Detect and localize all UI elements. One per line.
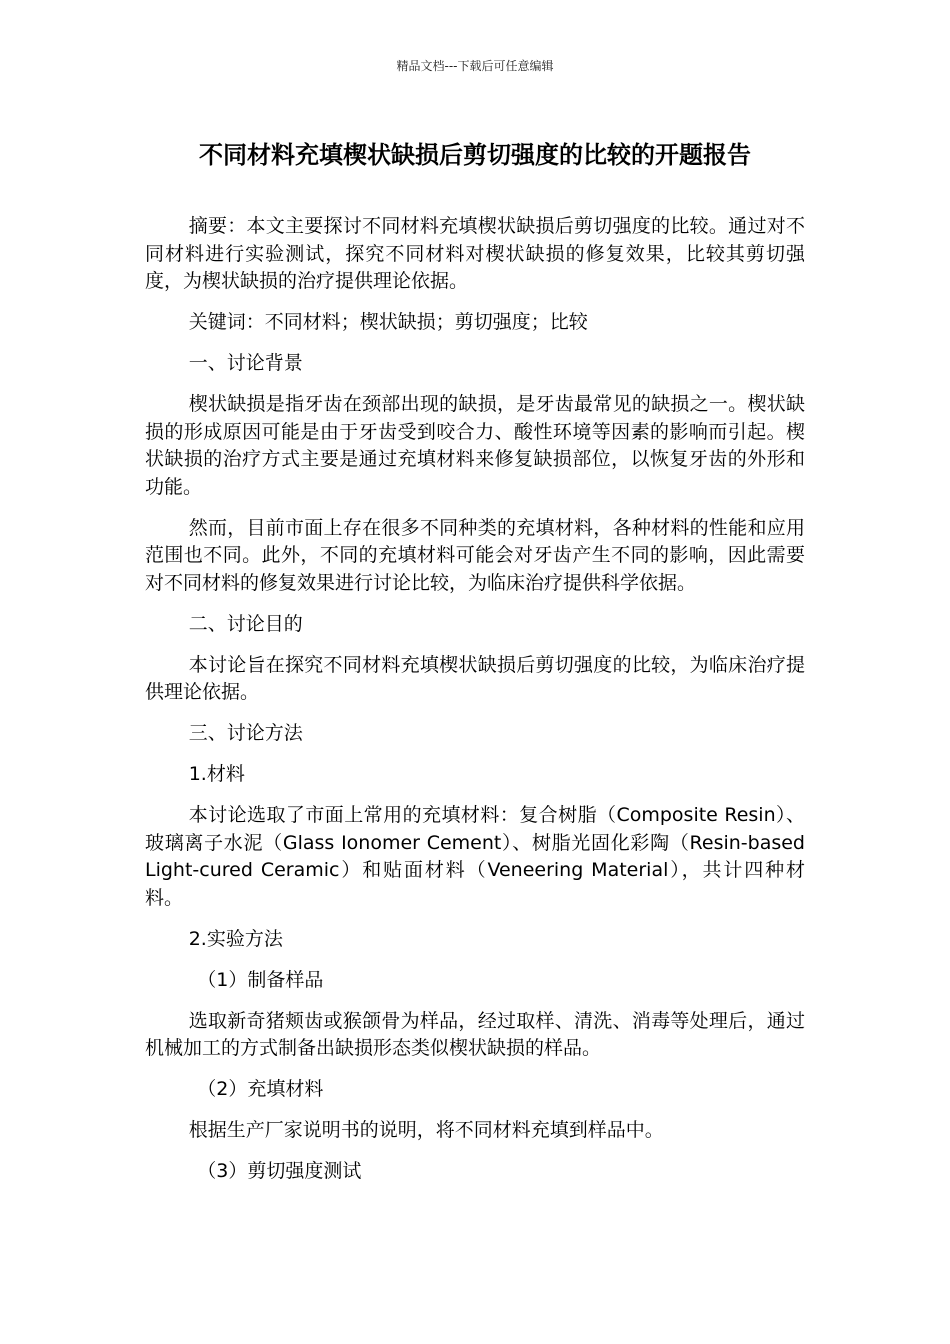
- step-3-heading: （3）剪切强度测试: [197, 1160, 362, 1182]
- background-paragraph-1: 楔状缺损是指牙齿在颈部出现的缺损，是牙齿最常见的缺损之一。楔状缺损的形成原因可能是由于牙齿受到咬合力、酸性环境等因素的影响而引起。楔状缺损的治疗方式主要是通过充填材料来修复缺损部位，以恢复牙齿的外形和功能。: [145, 393, 805, 498]
- step-2-paragraph: 根据生产厂家说明书的说明，将不同材料充填到样品中。: [188, 1119, 664, 1141]
- document-body: [145, 213, 805, 1199]
- experiment-methods-heading: 2.实验方法: [188, 927, 283, 950]
- keywords-paragraph: 关键词：不同材料；楔状缺损；剪切强度；比较: [188, 311, 588, 333]
- header-note: 精品文档---下载后可任意编辑: [396, 59, 554, 73]
- abstract-paragraph: 摘要：本文主要探讨不同材料充填楔状缺损后剪切强度的比较。通过对不同材料进行实验测试，探究不同材料对楔状缺损的修复效果，比较其剪切强度，为楔状缺损的治疗提供理论依据。: [145, 215, 805, 292]
- materials-paragraph: 本讨论选取了市面上常用的充填材料：复合树脂（Composite Resin）、玻璃离子水泥（Glass Ionomer Cement）、树脂光固化彩陶（Resin-based Light-cured Ceramic）和贴面材料（Veneering Material），共计四种材料。: [145, 804, 805, 909]
- step-1-heading: （1）制备样品: [197, 968, 324, 991]
- step-1-paragraph: 选取新奇猪颊齿或猴颌骨为样品，经过取样、清洗、消毒等处理后，通过机械加工的方式制备出缺损形态类似楔状缺损的样品。: [145, 1009, 805, 1059]
- step-2-heading: （2）充填材料: [197, 1078, 324, 1100]
- purpose-paragraph: 本讨论旨在探究不同材料充填楔状缺损后剪切强度的比较，为临床治疗提供理论依据。: [145, 653, 805, 703]
- section-heading-methods: 三、讨论方法: [188, 722, 303, 744]
- document-title: 不同材料充填楔状缺损后剪切强度的比较的开题报告: [199, 141, 751, 169]
- section-heading-purpose: 二、讨论目的: [188, 612, 303, 635]
- background-paragraph-2: 然而，目前市面上存在很多不同种类的充填材料，各种材料的性能和应用范围也不同。此外，不同的充填材料可能会对牙齿产生不同的影响，因此需要对不同材料的修复效果进行讨论比较，为临床治疗提供科学依据。: [145, 516, 805, 594]
- section-heading-background: 一、讨论背景: [188, 352, 303, 374]
- materials-heading: 1.材料: [188, 763, 245, 785]
